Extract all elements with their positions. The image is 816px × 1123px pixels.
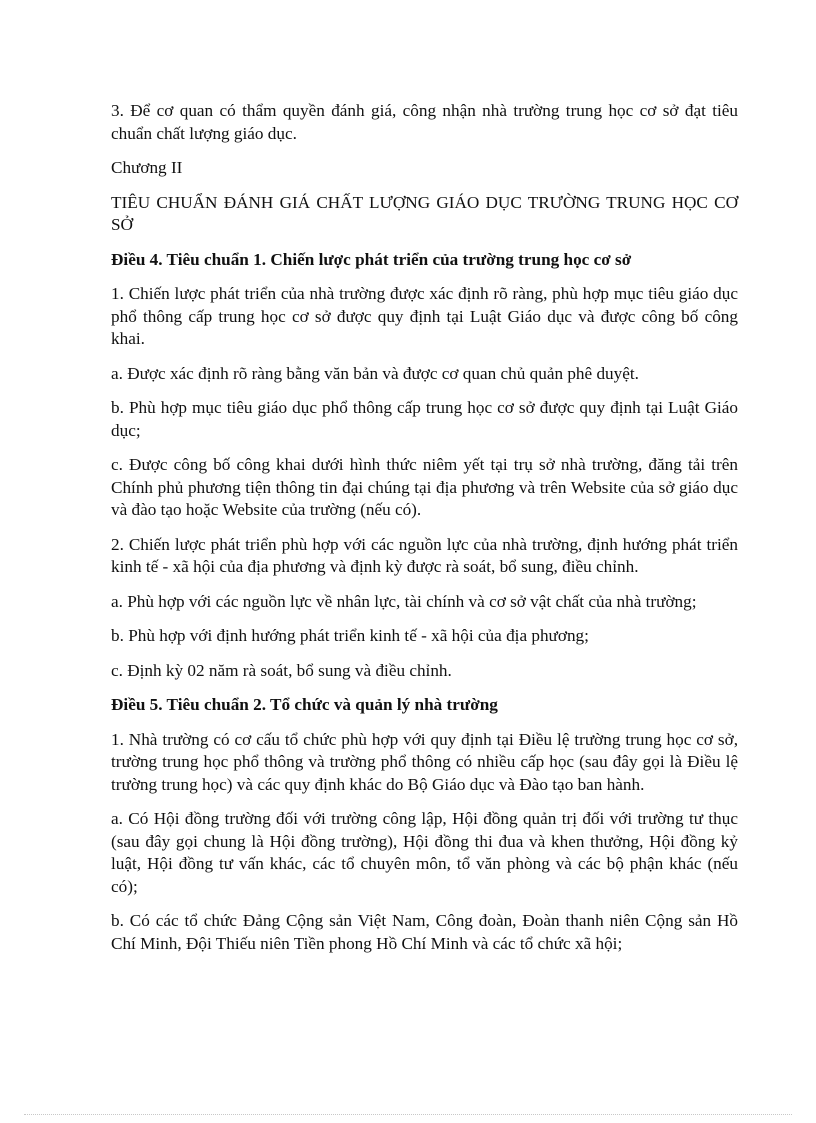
- paragraph: c. Định kỳ 02 năm rà soát, bổ sung và điều chỉnh.: [111, 660, 452, 680]
- paragraph: 1. Nhà trường có cơ cấu tổ chức phù hợp với quy định tại Điều lệ trường trung học cơ sở, trường trung học phổ thông và trường phổ thông có nhiều cấp học (sau đây gọi là Điều lệ trường trung học) và các quy định khác do Bộ Giáo dục và Đào tạo ban hành.: [111, 729, 738, 794]
- article-heading: Điều 5. Tiêu chuẩn 2. Tổ chức và quản lý nhà trường: [111, 695, 498, 714]
- paragraph: 2. Chiến lược phát triển phù hợp với các nguồn lực của nhà trường, định hướng phát triển kinh tế - xã hội của địa phương và định kỳ được rà soát, bổ sung, điều chỉnh.: [111, 534, 738, 576]
- paragraph: 1. Chiến lược phát triển của nhà trường được xác định rõ ràng, phù hợp mục tiêu giáo dục phổ thông cấp trung học cơ sở được quy định tại Luật Giáo dục và được công bố công khai.: [111, 284, 738, 348]
- paragraph: 3. Để cơ quan có thẩm quyền đánh giá, công nhận nhà trường trung học cơ sở đạt tiêu chuẩn chất lượng giáo dục.: [111, 101, 738, 143]
- paragraph: b. Có các tổ chức Đảng Cộng sản Việt Nam, Công đoàn, Đoàn thanh niên Cộng sản Hồ Chí Minh, Đội Thiếu niên Tiền phong Hồ Chí Minh và các tổ chức xã hội;: [111, 911, 738, 953]
- paragraph: a. Được xác định rõ ràng bằng văn bản và được cơ quan chủ quản phê duyệt.: [111, 363, 639, 383]
- article-heading: Điều 4. Tiêu chuẩn 1. Chiến lược phát triển của trường trung học cơ sở: [111, 249, 632, 269]
- chapter-label: Chương II: [111, 158, 183, 177]
- paragraph: a. Phù hợp với các nguồn lực về nhân lực, tài chính và cơ sở vật chất của nhà trường;: [111, 591, 697, 611]
- paragraph: a. Có Hội đồng trường đối với trường công lập, Hội đồng quản trị đối với trường tư thục (sau đây gọi chung là Hội đồng trường), Hội đồng thi đua và khen thưởng, Hội đồng kỷ luật, Hội đồng tư vấn khác, các tổ chuyên môn, tổ văn phòng và các bộ phận khác (nếu có);: [111, 809, 738, 896]
- paragraph: b. Phù hợp mục tiêu giáo dục phổ thông cấp trung học cơ sở được quy định tại Luật Giáo dục;: [111, 398, 738, 440]
- paragraph: c. Được công bố công khai dưới hình thức niêm yết tại trụ sở nhà trường, đăng tải trên Chính phủ phương tiện thông tin đại chúng tại địa phương và trên Website của sở giáo dục và đào tạo hoặc Website của trường (nếu có).: [111, 455, 738, 519]
- page-bottom-divider: [24, 1114, 792, 1115]
- chapter-title: TIÊU CHUẨN ĐÁNH GIÁ CHẤT LƯỢNG GIÁO DỤC TRƯỜNG TRUNG HỌC CƠ SỞ: [111, 192, 738, 234]
- paragraph: b. Phù hợp với định hướng phát triển kinh tế - xã hội của địa phương;: [111, 626, 589, 645]
